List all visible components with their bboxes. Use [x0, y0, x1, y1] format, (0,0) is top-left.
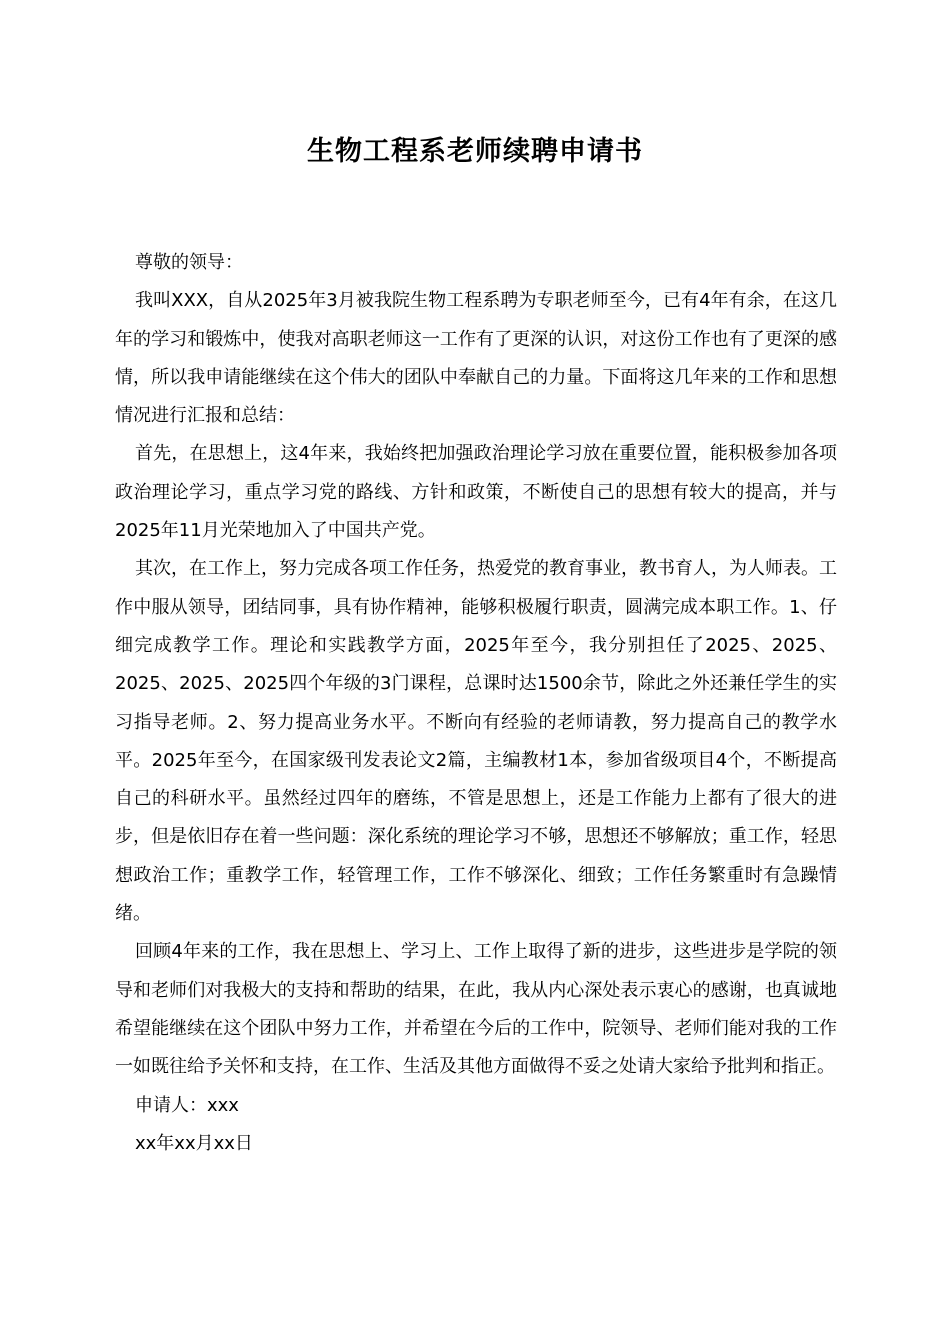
paragraph-work: 其次，在工作上，努力完成各项工作任务，热爱党的教育事业，教书育人，为人师表。工作中服从领导，团结同事，具有协作精神，能够积极履行职责，圆满完成本职工作。1、仔细完成教学工作。理论和实践教学方面，2025年至今，我分别担任了2025、2025、2025、2025、2025四个年级的3门课程，总课时达1500余节，除此之外还兼任学生的实习指导老师。2、努力提高业务水平。不断向有经验的老师请教，努力提高自己的教学水平。2025年至今，在国家级刊发表论文2篇，主编教材1本，参加省级项目4个，不断提高自己的科研水平。虽然经过四年的磨练，不管是思想上，还是工作能力上都有了很大的进步，但是依旧存在着一些问题：深化系统的理论学习不够，思想还不够解放；重工作，轻思想政治工作；重教学工作，轻管理工作，工作不够深化、细致；工作任务繁重时有急躁情绪。 — [115, 558, 837, 925]
applicant-signature: 申请人：xxx — [135, 1094, 239, 1116]
document-date: xx年xx月xx日 — [135, 1132, 253, 1154]
salutation: 尊敬的领导： — [135, 252, 243, 273]
document-title: 生物工程系老师续聘申请书 — [307, 136, 643, 167]
paragraph-intro: 我叫XXX，自从2025年3月被我院生物工程系聘为专职老师至今，已有4年有余，在这几年的学习和锻炼中，使我对高职老师这一工作有了更深的认识，对这份工作也有了更深的感情，所以我申请能继续在这个伟大的团队中奉献自己的力量。下面将这几年来的工作和思想情况进行汇报和总结： — [115, 290, 837, 427]
document-body — [115, 244, 837, 1163]
paragraph-ideology: 首先，在思想上，这4年来，我始终把加强政治理论学习放在重要位置，能积极参加各项政治理论学习，重点学习党的路线、方针和政策，不断使自己的思想有较大的提高，并与2025年11月光荣地加入了中国共产党。 — [115, 443, 837, 542]
paragraph-review: 回顾4年来的工作，我在思想上、学习上、工作上取得了新的进步，这些进步是学院的领导和老师们对我极大的支持和帮助的结果，在此，我从内心深处表示衷心的感谢，也真诚地希望能继续在这个团队中努力工作，并希望在今后的工作中，院领导、老师们能对我的工作一如既往给予关怀和支持，在工作、生活及其他方面做得不妥之处请大家给予批判和指正。 — [115, 941, 837, 1078]
